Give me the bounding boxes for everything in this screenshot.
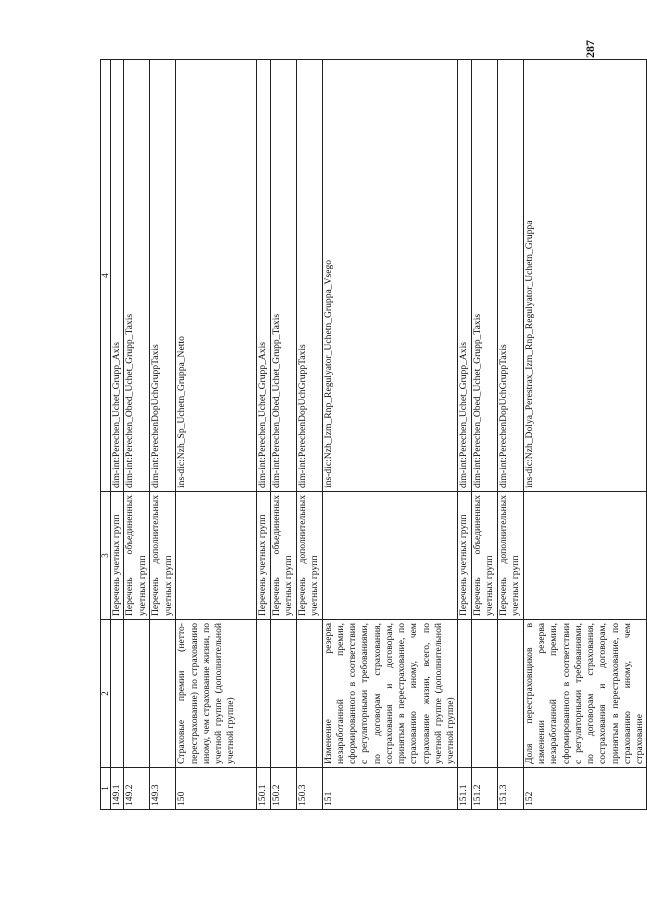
table-row — [458, 60, 471, 810]
table-row — [150, 60, 176, 810]
table-header-row — [101, 60, 111, 810]
row-code: dim-int:Perechen_Obed_Uchet_Grupp_Taxis — [471, 60, 497, 492]
row-number: 152 — [523, 768, 647, 810]
row-number: 151.2 — [471, 768, 497, 810]
row-number: 150.3 — [296, 768, 322, 810]
row-name — [150, 620, 176, 768]
row-description: Перечень дополнительных учетных групп — [296, 492, 322, 620]
row-code: ins-dic:Nzh_Dolya_Perestrax_Izm_Rnp_Regulyator_Uchetn_Gruppa — [523, 60, 647, 492]
row-name — [257, 620, 270, 768]
table-row — [176, 60, 257, 810]
rotated-table-container — [100, 60, 646, 810]
table-row — [523, 60, 647, 810]
row-description — [176, 492, 257, 620]
row-description — [322, 492, 458, 620]
row-description: Перечень объединенных учетных групп — [270, 492, 296, 620]
row-description: Перечень учетных групп — [257, 492, 270, 620]
row-name — [458, 620, 471, 768]
row-name — [111, 620, 124, 768]
table-row — [497, 60, 523, 810]
row-description: Перечень дополнительных учетных групп — [150, 492, 176, 620]
row-description: Перечень дополнительных учетных групп — [497, 492, 523, 620]
row-number: 149.2 — [124, 768, 150, 810]
data-table — [100, 59, 647, 810]
row-description: Перечень учетных групп — [111, 492, 124, 620]
row-number: 151.3 — [497, 768, 523, 810]
row-code: dim-int:PerechenDopUchGruppTaxis — [296, 60, 322, 492]
row-code: ins-dic:Nzh_Izm_Rnp_Regulyator_Uchetn_Gruppa_Vsego — [322, 60, 458, 492]
table-row — [471, 60, 497, 810]
header-cell: 4 — [101, 60, 111, 492]
row-description: Перечень объединенных учетных групп — [124, 492, 150, 620]
row-number: 150 — [176, 768, 257, 810]
row-code: dim-int:Perechen_Obed_Uchet_Grupp_Taxis — [124, 60, 150, 492]
row-number: 150.1 — [257, 768, 270, 810]
row-name: Изменение резерва незаработанной премии, сформированного в соответствии с регуляторными требованиями, по договорам страхования, сострахования и договорам, принятым в перестрахование, по страхованию иному, чем страхование жизни, всего, по учетной группе (дополнительной учетной группе) — [322, 620, 458, 768]
header-cell: 1 — [101, 768, 111, 810]
header-cell: 3 — [101, 492, 111, 620]
row-code: dim-int:Perechen_Uchet_Grupp_Axis — [257, 60, 270, 492]
page-number: 287 — [583, 40, 597, 58]
row-name: Доля перестраховщиков в изменении резерва незаработанной премии, сформированного в соответствии с регуляторными требованиями, по договорам страхования, сострахования и договорам, принятым в перестрахование, по страхованию иному, чем страхование — [523, 620, 647, 768]
row-number: 149.1 — [111, 768, 124, 810]
table-row — [111, 60, 124, 810]
table-row — [296, 60, 322, 810]
row-name — [124, 620, 150, 768]
row-name — [270, 620, 296, 768]
row-name — [471, 620, 497, 768]
row-name — [296, 620, 322, 768]
table-row — [124, 60, 150, 810]
row-number: 151 — [322, 768, 458, 810]
row-code: dim-int:PerechenDopUchGruppTaxis — [150, 60, 176, 492]
row-code: ins-dic:Nzh_Sp_Uchetn_Gruppa_Netto — [176, 60, 257, 492]
row-code: dim-int:Perechen_Obed_Uchet_Grupp_Taxis — [270, 60, 296, 492]
row-code: dim-int:Perechen_Uchet_Grupp_Axis — [111, 60, 124, 492]
header-cell: 2 — [101, 620, 111, 768]
row-code: dim-int:PerechenDopUchGruppTaxis — [497, 60, 523, 492]
table-row — [322, 60, 458, 810]
row-description — [523, 492, 647, 620]
row-name: Страховые премии (нетто-перестрахование) по страхованию иному, чем страхование жизни, по учетной группе (дополнительной учетной группе) — [176, 620, 257, 768]
row-code: dim-int:Perechen_Uchet_Grupp_Axis — [458, 60, 471, 492]
row-description: Перечень учетных групп — [458, 492, 471, 620]
table-row — [270, 60, 296, 810]
row-description: Перечень объединенных учетных групп — [471, 492, 497, 620]
row-number: 149.3 — [150, 768, 176, 810]
table-row — [257, 60, 270, 810]
row-name — [497, 620, 523, 768]
row-number: 150.2 — [270, 768, 296, 810]
row-number: 151.1 — [458, 768, 471, 810]
